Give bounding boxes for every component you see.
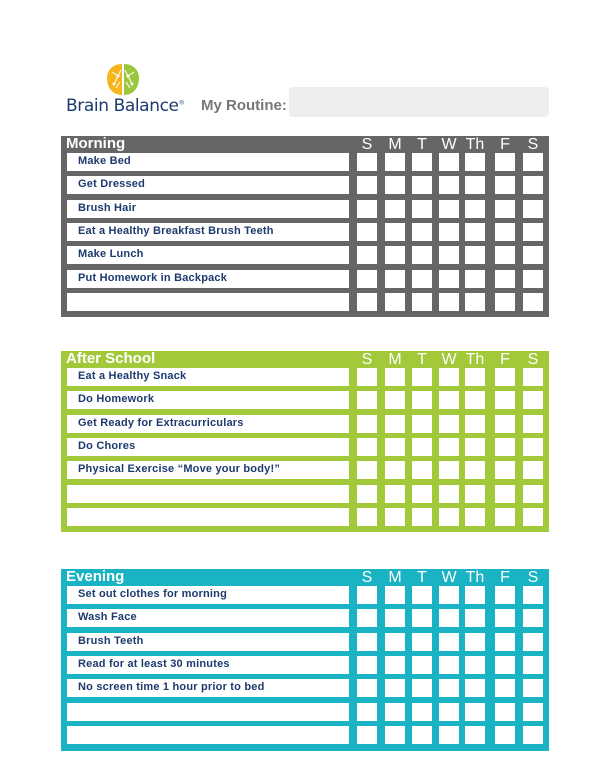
check-box[interactable] [439,415,459,433]
check-box[interactable] [385,223,405,241]
check-box[interactable] [523,415,543,433]
task-row [67,246,349,264]
check-box[interactable] [385,703,405,721]
check-box[interactable] [357,153,377,171]
check-box[interactable] [465,176,485,194]
registered-mark: ® [178,99,185,107]
check-box[interactable] [357,223,377,241]
check-box[interactable] [412,609,432,627]
check-box[interactable] [439,461,459,479]
check-box[interactable] [357,200,377,218]
check-box[interactable] [465,391,485,409]
task-row [67,368,349,386]
check-box[interactable] [412,679,432,697]
task-row [67,293,349,311]
check-box[interactable] [412,270,432,288]
task-row [67,438,349,456]
check-box[interactable] [465,703,485,721]
check-box[interactable] [439,223,459,241]
section-title: Evening [66,568,125,585]
check-box[interactable] [357,508,377,526]
check-box[interactable] [385,200,405,218]
day-label: M [388,569,402,586]
check-box[interactable] [495,176,515,194]
check-box[interactable] [357,270,377,288]
task-row [67,586,349,604]
section-header [61,351,549,369]
check-box[interactable] [412,508,432,526]
task-label: Eat a Healthy Breakfast Brush Teeth [78,224,274,237]
check-box[interactable] [465,508,485,526]
check-box[interactable] [385,368,405,386]
task-row [67,656,349,674]
check-box[interactable] [495,703,515,721]
check-box[interactable] [385,508,405,526]
check-box[interactable] [495,586,515,604]
check-box[interactable] [412,391,432,409]
check-box[interactable] [523,368,543,386]
routine-label: My Routine: [201,97,287,114]
check-box[interactable] [523,609,543,627]
check-box[interactable] [523,656,543,674]
brand-name: Brain Balance [66,96,179,116]
check-box[interactable] [412,153,432,171]
check-box[interactable] [439,485,459,503]
check-box[interactable] [385,485,405,503]
check-box[interactable] [465,153,485,171]
check-box[interactable] [439,726,459,744]
check-box[interactable] [412,368,432,386]
check-box[interactable] [523,461,543,479]
check-box[interactable] [412,726,432,744]
task-row [67,726,349,744]
check-box[interactable] [439,153,459,171]
check-box[interactable] [357,415,377,433]
check-box[interactable] [412,200,432,218]
check-box[interactable] [385,293,405,311]
day-label: M [388,136,402,153]
check-box[interactable] [465,293,485,311]
check-box[interactable] [495,153,515,171]
check-box[interactable] [357,633,377,651]
day-label: S [361,136,373,153]
check-box[interactable] [412,703,432,721]
check-box[interactable] [385,679,405,697]
day-label: W [441,569,457,586]
check-box[interactable] [357,391,377,409]
day-label: F [500,136,510,153]
check-box[interactable] [357,368,377,386]
check-box[interactable] [357,246,377,264]
check-box[interactable] [495,726,515,744]
check-box[interactable] [439,586,459,604]
check-box[interactable] [495,609,515,627]
check-box[interactable] [412,485,432,503]
check-box[interactable] [465,726,485,744]
check-box[interactable] [495,223,515,241]
check-box[interactable] [412,246,432,264]
check-box[interactable] [385,461,405,479]
check-box[interactable] [412,415,432,433]
check-box[interactable] [357,438,377,456]
task-label: Get Ready for Extracurriculars [78,416,244,429]
task-label: Get Dressed [78,178,146,191]
section-0 [61,136,549,317]
task-row [67,633,349,651]
check-box[interactable] [523,223,543,241]
check-box[interactable] [412,176,432,194]
check-box[interactable] [357,176,377,194]
day-label: S [527,569,539,586]
check-box[interactable] [495,656,515,674]
check-box[interactable] [523,508,543,526]
check-box[interactable] [439,293,459,311]
check-box[interactable] [439,176,459,194]
check-box[interactable] [439,270,459,288]
section-title: Morning [66,135,126,152]
section-2 [61,569,549,751]
task-label: No screen time 1 hour prior to bed [78,681,265,694]
check-box[interactable] [385,246,405,264]
check-box[interactable] [465,415,485,433]
check-box[interactable] [465,633,485,651]
check-box[interactable] [439,438,459,456]
check-box[interactable] [495,485,515,503]
task-label: Make Bed [78,155,131,167]
check-box[interactable] [385,633,405,651]
check-box[interactable] [465,200,485,218]
check-box[interactable] [465,368,485,386]
task-row [67,485,349,503]
check-box[interactable] [495,368,515,386]
routine-input[interactable] [289,87,549,117]
day-label: S [527,136,539,153]
check-box[interactable] [465,586,485,604]
day-label: S [361,569,373,586]
check-box[interactable] [495,391,515,409]
check-box[interactable] [523,391,543,409]
check-box[interactable] [523,176,543,194]
check-box[interactable] [357,485,377,503]
check-box[interactable] [465,223,485,241]
check-box[interactable] [439,246,459,264]
check-box[interactable] [465,270,485,288]
day-label: T [417,569,427,586]
task-label: Make Lunch [78,248,144,261]
check-box[interactable] [523,270,543,288]
check-box[interactable] [465,679,485,697]
check-box[interactable] [357,679,377,697]
check-box[interactable] [439,200,459,218]
task-row [67,609,349,627]
check-box[interactable] [385,438,405,456]
task-row [67,391,349,409]
brain-balance-logo [66,62,184,122]
check-box[interactable] [412,293,432,311]
check-box[interactable] [357,461,377,479]
day-label: M [388,351,402,368]
check-box[interactable] [385,391,405,409]
task-row [67,415,349,433]
task-row [67,153,349,171]
check-box[interactable] [523,438,543,456]
check-box[interactable] [495,270,515,288]
check-box[interactable] [412,656,432,674]
task-row [67,508,349,526]
check-box[interactable] [465,438,485,456]
day-label: F [500,351,510,368]
check-box[interactable] [357,586,377,604]
day-label: S [361,351,373,368]
check-box[interactable] [357,609,377,627]
check-box[interactable] [385,586,405,604]
check-box[interactable] [465,609,485,627]
check-box[interactable] [495,438,515,456]
check-box[interactable] [495,679,515,697]
task-row [67,679,349,697]
task-label: Wash Face [78,611,137,624]
task-row [67,176,349,194]
check-box[interactable] [523,153,543,171]
check-box[interactable] [523,200,543,218]
task-row [67,461,349,479]
check-box[interactable] [385,726,405,744]
check-box[interactable] [495,246,515,264]
check-box[interactable] [357,703,377,721]
check-box[interactable] [439,609,459,627]
check-box[interactable] [465,485,485,503]
check-box[interactable] [495,633,515,651]
check-box[interactable] [523,726,543,744]
check-box[interactable] [385,153,405,171]
check-box[interactable] [385,609,405,627]
task-row [67,200,349,218]
day-label: Th [465,569,485,586]
brain-icon [104,62,142,98]
check-box[interactable] [357,293,377,311]
section-header [61,569,549,587]
check-box[interactable] [385,415,405,433]
task-label: Put Homework in Backpack [78,271,228,284]
task-label: Do Homework [78,393,155,406]
day-label: F [500,569,510,586]
day-label: Th [465,136,485,153]
section-title: After School [66,350,156,367]
check-box[interactable] [439,508,459,526]
check-box[interactable] [523,586,543,604]
check-box[interactable] [357,726,377,744]
check-box[interactable] [439,703,459,721]
day-label: T [417,351,427,368]
task-label: Read for at least 30 minutes [78,657,230,670]
task-label: Physical Exercise “Move your body!” [78,463,281,476]
check-box[interactable] [495,508,515,526]
check-box[interactable] [439,368,459,386]
task-label: Brush Hair [78,201,137,214]
day-label: S [527,351,539,368]
check-box[interactable] [439,656,459,674]
check-box[interactable] [385,176,405,194]
task-row [67,223,349,241]
check-box[interactable] [523,246,543,264]
check-box[interactable] [495,293,515,311]
section-header [61,136,549,154]
check-box[interactable] [523,485,543,503]
check-box[interactable] [523,703,543,721]
day-label: Th [465,351,485,368]
check-box[interactable] [412,438,432,456]
section-1 [61,351,549,532]
check-box[interactable] [385,656,405,674]
day-label: T [417,136,427,153]
day-label: W [441,351,457,368]
check-box[interactable] [523,293,543,311]
check-box[interactable] [357,656,377,674]
task-label: Do Chores [78,439,136,452]
check-box[interactable] [412,633,432,651]
check-box[interactable] [439,679,459,697]
check-box[interactable] [523,633,543,651]
check-box[interactable] [412,586,432,604]
check-box[interactable] [495,200,515,218]
check-box[interactable] [495,461,515,479]
task-label: Brush Teeth [78,634,144,647]
task-row [67,703,349,721]
task-label: Set out clothes for morning [78,588,228,600]
check-box[interactable] [439,633,459,651]
check-box[interactable] [412,461,432,479]
check-box[interactable] [495,415,515,433]
task-label: Eat a Healthy Snack [78,370,187,382]
check-box[interactable] [465,656,485,674]
task-row [67,270,349,288]
check-box[interactable] [465,246,485,264]
check-box[interactable] [523,679,543,697]
check-box[interactable] [439,391,459,409]
check-box[interactable] [465,461,485,479]
day-label: W [441,136,457,153]
check-box[interactable] [412,223,432,241]
check-box[interactable] [385,270,405,288]
